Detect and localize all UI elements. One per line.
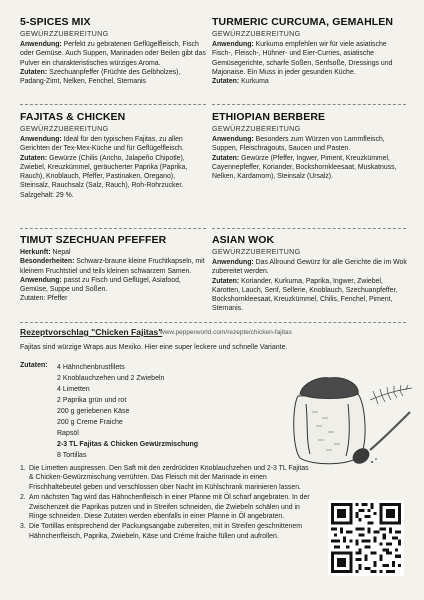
ingredient-item: 4 Hähnchenbrustfilets xyxy=(57,364,125,371)
recipe-step: 3. Die Tortillas entsprechend der Packungsangabe zubereiten, mit in Streifen geschnittenem Hähnchenfleisch, Paprika, Zwiebeln, Käse und Crème fraiche füllen und aufrollen. xyxy=(20,523,302,540)
ingredient-item: 2 Paprika grün und rot xyxy=(57,397,127,404)
spice-block-5spices xyxy=(20,16,208,86)
ingredient-item: 8 Tortillas xyxy=(57,452,87,459)
spice-description: Anwendung: Kurkuma empfehlen wir für viele asiatische Fisch-, Fleisch-, Hühner- und Eier-Curries, asiatische Gemüsegerichte, scharfe Soßen, Senfsoße, Dressings und Majonaise. Ein Muss in jeder gesunden Küche. Zutaten: Kurkuma xyxy=(212,41,393,86)
recipe-url[interactable]: www.pepperworld.com/rezepte/chicken-fajitas xyxy=(160,329,292,336)
spice-subtitle: GEWÜRZZUBEREITUNG xyxy=(20,124,109,133)
spice-title: ETHIOPIAN BERBERE xyxy=(212,111,326,123)
spice-title: TURMERIC CURCUMA, GEMAHLEN xyxy=(212,16,394,28)
spice-subtitle: GEWÜRZZUBEREITUNG xyxy=(212,29,301,38)
qr-code-icon[interactable] xyxy=(328,500,404,576)
ingredient-item: 200 g geriebenen Käse xyxy=(57,408,130,415)
ingredient-item: Rapsöl xyxy=(57,430,79,437)
spice-subtitle: GEWÜRZZUBEREITUNG xyxy=(20,29,109,38)
spice-subtitle: GEWÜRZZUBEREITUNG xyxy=(212,124,301,133)
ingredient-item: 2-3 TL Fajitas & Chicken Gewürzmischung xyxy=(57,441,199,448)
spice-sack-icon xyxy=(294,378,365,464)
spice-title: TIMUT SZECHUAN PFEFFER xyxy=(20,234,167,246)
ingredient-item: 200 g Creme Fraiche xyxy=(57,419,123,426)
herb-sprig-icon xyxy=(370,385,412,404)
spice-block-timut xyxy=(20,234,206,304)
spice-illustration xyxy=(288,360,414,468)
ingredient-list xyxy=(57,362,198,461)
spice-description: Anwendung: Besonders zum Würzen von Lammfleisch, Suppen, Fleischragouts, Saucen und Pasten. Zutaten: Gewürze (Pfeffer, Ingwer, Piment, Kreuzkümmel, Cayennepfeffer, Koriander, Bockshornkleesaat, Muskatnuss, Nelken, Kardamom), Steinsalz (Ursalz). xyxy=(212,136,397,181)
spice-description: Herkunft: Nepal Besonderheiten: Schwarz-braune kleine Fruchtkapseln, mit kleinem Fruchtstiel und teils kleinen schwarzem Samen. Anwendung: passt zu Fisch und Geflügel, Asiafood, Gemüse, Suppe und Soßen. Zutaten: Pfeffer xyxy=(20,249,205,303)
recipe-step: 2. Am nächsten Tag wird das Hähnchenfleisch in einer Pfanne mit Öl scharf angebraten. In der Zwischenzeit die Paprikas putzen und in Streifen schneiden, die Zwiebeln schälen und in Ringe schneiden. Diese Zutaten werden ebenfalls in einer Pfanne in Öl angebraten. xyxy=(20,494,310,521)
spice-subtitle: GEWÜRZZUBEREITUNG xyxy=(212,247,301,256)
divider xyxy=(20,104,206,105)
ingredient-item: 4 Limetten xyxy=(57,386,90,393)
spice-title: ASIAN WOK xyxy=(212,234,275,246)
spice-block-turmeric xyxy=(212,16,408,86)
spice-title: 5-SPICES MIX xyxy=(20,16,91,28)
divider xyxy=(212,104,406,105)
ingredient-item: 2 Knoblauchzehen und 2 Zwiebeln xyxy=(57,375,165,382)
divider xyxy=(20,322,406,323)
spice-description: Anwendung: Perfekt zu gebratenen Geflügelfleisch, Fisch oder Gemüse. Auch Suppen, Marinaden oder Beilen gibt das Pulver ein charakteristisches würziges Aroma. Zutaten: Szechuanpfeffer (Früchte des Gelbholzes), Padang-Zimt, Nelken, Fenchel, Sternanis xyxy=(20,41,206,86)
recipe-step: 1. Die Limetten auspressen. Den Saft mit den zerdrückten Knoblauchzehen und 2-3 TL Fajitas & Chicken-Gewürzmischung verrühren. Das Fleisch mit der Marinade in einen Frischhaltebeutel geben und verschlossen über Nacht im Kühlschrank marinieren lassen. xyxy=(20,465,309,491)
spice-title: FAJITAS & CHICKEN xyxy=(20,111,126,123)
spice-block-asian-wok xyxy=(212,234,408,314)
spice-block-fajitas xyxy=(20,111,206,200)
recipe-steps xyxy=(20,464,310,542)
recipe-intro: Fajitas sind würzige Wraps aus Mexiko. Hier eine super leckere und schnelle Variante. xyxy=(20,344,288,351)
recipe-title: Rezeptvorschlag "Chicken Fajitas" xyxy=(20,327,163,337)
divider xyxy=(212,228,406,229)
spice-block-berbere xyxy=(212,111,408,181)
spice-description: Anwendung: Ideal für den typischen Fajitas, zu allen Gerichten der Tex-Mex-Küche und für Geflügelfleisch. Zutaten: Gewürze (Chilis (Ancho, Jalapeño Chipotle), Zwiebel, Kreuzkümmel, geräucherter Paprika (Paprika, Rauch), Knoblauch, Pfeffer, Pastinaken, Oregano), Steinsalz, Rauchsalz (Salz, Rauch), Roh-Rohrzucker. Salzgehalt: 29 %. xyxy=(20,136,188,199)
spice-description: Anwendung: Das Allround Gewürz für alle Gerichte die im Wok zubereitet werden. Zutaten: Koriander, Kurkuma, Paprika, Ingwer, Zwiebel, Karotten, Lauch, Senf, Sellerie, Knoblauch, Szechuanpfeffer, Bockshornkleesaat, Kreuzkümmel, Chilis, Fenchel, Piment, Sternanis. xyxy=(212,259,407,313)
divider xyxy=(20,228,206,229)
ingredients-label: Zutaten: xyxy=(20,362,48,369)
